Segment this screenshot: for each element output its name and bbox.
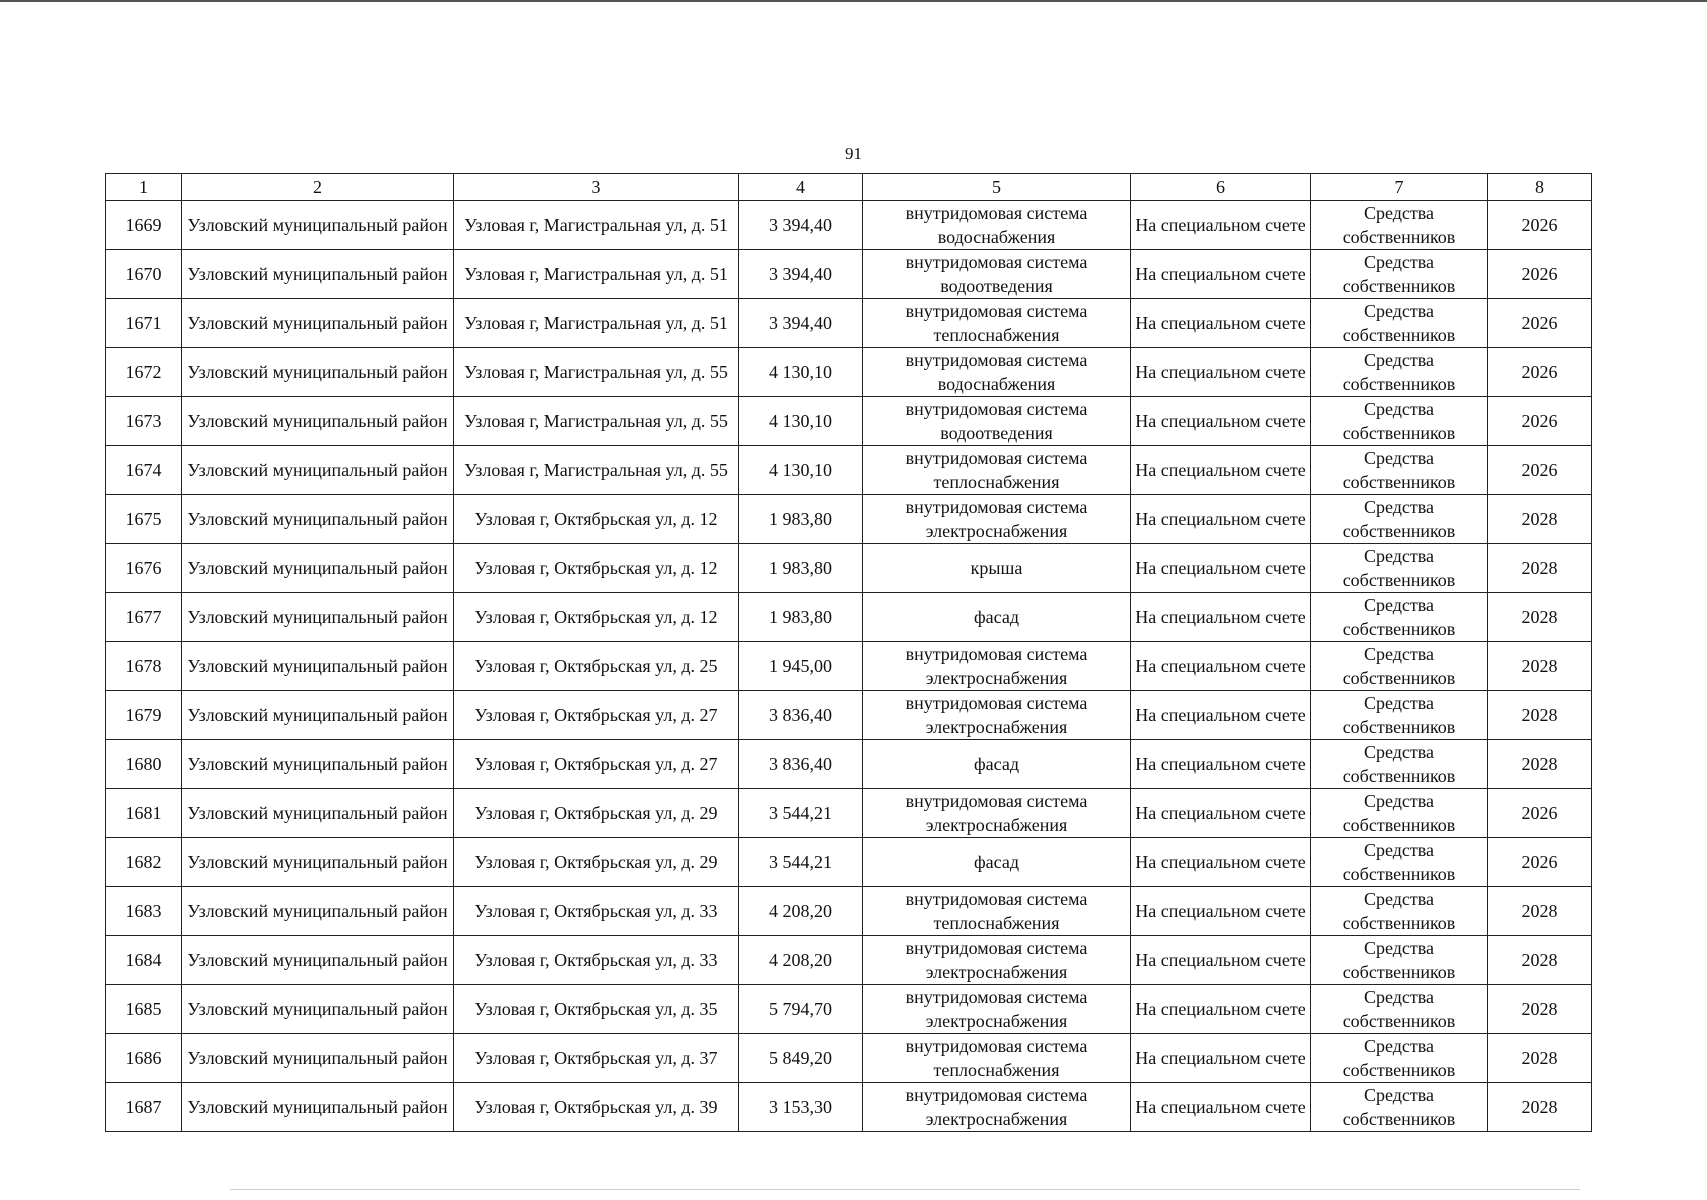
scan-artifact-line	[230, 1189, 1580, 1190]
cell-funding-source: Средства собственников	[1311, 201, 1488, 250]
cell-municipality: Узловский муниципальный район	[182, 348, 454, 397]
cell-account-type: На специальном счете	[1131, 201, 1311, 250]
cell-year: 2028	[1488, 985, 1592, 1034]
cell-municipality: Узловский муниципальный район	[182, 936, 454, 985]
table-body	[106, 201, 1592, 1132]
cell-row-number: 1682	[106, 838, 182, 887]
column-header-1: 1	[106, 174, 182, 201]
cell-account-type: На специальном счете	[1131, 838, 1311, 887]
cell-year: 2026	[1488, 348, 1592, 397]
cell-year: 2026	[1488, 446, 1592, 495]
cell-row-number: 1675	[106, 495, 182, 544]
cell-work-type: внутридомовая система электроснабжения	[863, 495, 1131, 544]
cell-year: 2028	[1488, 1083, 1592, 1132]
cell-area: 3 544,21	[739, 838, 863, 887]
cell-work-type: внутридомовая система электроснабжения	[863, 1083, 1131, 1132]
table-row	[106, 348, 1592, 397]
cell-funding-source: Средства собственников	[1311, 397, 1488, 446]
table-row	[106, 887, 1592, 936]
cell-work-type: внутридомовая система электроснабжения	[863, 985, 1131, 1034]
cell-account-type: На специальном счете	[1131, 1083, 1311, 1132]
cell-funding-source: Средства собственников	[1311, 544, 1488, 593]
cell-work-type: крыша	[863, 544, 1131, 593]
cell-row-number: 1676	[106, 544, 182, 593]
cell-municipality: Узловский муниципальный район	[182, 397, 454, 446]
cell-municipality: Узловский муниципальный район	[182, 250, 454, 299]
cell-work-type: внутридомовая система электроснабжения	[863, 789, 1131, 838]
header-row	[106, 174, 1592, 201]
cell-work-type: внутридомовая система теплоснабжения	[863, 887, 1131, 936]
cell-address: Узловая г, Октябрьская ул, д. 27	[454, 691, 739, 740]
cell-address: Узловая г, Магистральная ул, д. 55	[454, 446, 739, 495]
cell-address: Узловая г, Магистральная ул, д. 55	[454, 397, 739, 446]
cell-account-type: На специальном счете	[1131, 593, 1311, 642]
cell-row-number: 1671	[106, 299, 182, 348]
cell-work-type: внутридомовая система электроснабжения	[863, 691, 1131, 740]
cell-funding-source: Средства собственников	[1311, 691, 1488, 740]
cell-work-type: внутридомовая система теплоснабжения	[863, 1034, 1131, 1083]
column-header-6: 6	[1131, 174, 1311, 201]
column-header-2: 2	[182, 174, 454, 201]
cell-work-type: внутридомовая система водоотведения	[863, 250, 1131, 299]
cell-area: 4 130,10	[739, 397, 863, 446]
cell-row-number: 1672	[106, 348, 182, 397]
cell-work-type: внутридомовая система водоснабжения	[863, 201, 1131, 250]
cell-work-type: внутридомовая система водоотведения	[863, 397, 1131, 446]
cell-municipality: Узловский муниципальный район	[182, 789, 454, 838]
cell-address: Узловая г, Октябрьская ул, д. 33	[454, 887, 739, 936]
table-row	[106, 250, 1592, 299]
cell-account-type: На специальном счете	[1131, 936, 1311, 985]
cell-row-number: 1674	[106, 446, 182, 495]
cell-area: 4 130,10	[739, 348, 863, 397]
cell-row-number: 1687	[106, 1083, 182, 1132]
cell-funding-source: Средства собственников	[1311, 1034, 1488, 1083]
cell-address: Узловая г, Октябрьская ул, д. 29	[454, 838, 739, 887]
column-header-4: 4	[739, 174, 863, 201]
table-row	[106, 446, 1592, 495]
cell-address: Узловая г, Магистральная ул, д. 55	[454, 348, 739, 397]
cell-funding-source: Средства собственников	[1311, 887, 1488, 936]
cell-address: Узловая г, Октябрьская ул, д. 29	[454, 789, 739, 838]
cell-funding-source: Средства собственников	[1311, 789, 1488, 838]
cell-year: 2028	[1488, 544, 1592, 593]
cell-work-type: фасад	[863, 838, 1131, 887]
cell-year: 2028	[1488, 642, 1592, 691]
cell-funding-source: Средства собственников	[1311, 936, 1488, 985]
table-row	[106, 691, 1592, 740]
cell-account-type: На специальном счете	[1131, 1034, 1311, 1083]
cell-area: 3 836,40	[739, 691, 863, 740]
cell-area: 4 208,20	[739, 936, 863, 985]
cell-year: 2028	[1488, 887, 1592, 936]
cell-row-number: 1685	[106, 985, 182, 1034]
cell-work-type: фасад	[863, 740, 1131, 789]
table-row	[106, 544, 1592, 593]
cell-address: Узловая г, Октябрьская ул, д. 12	[454, 495, 739, 544]
cell-row-number: 1686	[106, 1034, 182, 1083]
cell-funding-source: Средства собственников	[1311, 495, 1488, 544]
cell-year: 2028	[1488, 740, 1592, 789]
table-row	[106, 985, 1592, 1034]
cell-address: Узловая г, Октябрьская ул, д. 12	[454, 593, 739, 642]
cell-municipality: Узловский муниципальный район	[182, 691, 454, 740]
table-row	[106, 201, 1592, 250]
table-row	[106, 642, 1592, 691]
cell-year: 2026	[1488, 299, 1592, 348]
cell-area: 1 983,80	[739, 495, 863, 544]
cell-municipality: Узловский муниципальный район	[182, 985, 454, 1034]
table-row	[106, 593, 1592, 642]
cell-area: 3 836,40	[739, 740, 863, 789]
table-row	[106, 495, 1592, 544]
cell-row-number: 1677	[106, 593, 182, 642]
cell-funding-source: Средства собственников	[1311, 593, 1488, 642]
cell-work-type: внутридомовая система теплоснабжения	[863, 446, 1131, 495]
cell-year: 2026	[1488, 201, 1592, 250]
cell-municipality: Узловский муниципальный район	[182, 593, 454, 642]
cell-account-type: На специальном счете	[1131, 887, 1311, 936]
cell-address: Узловая г, Октябрьская ул, д. 33	[454, 936, 739, 985]
cell-account-type: На специальном счете	[1131, 789, 1311, 838]
cell-area: 3 544,21	[739, 789, 863, 838]
table-row	[106, 838, 1592, 887]
cell-row-number: 1683	[106, 887, 182, 936]
cell-funding-source: Средства собственников	[1311, 740, 1488, 789]
cell-municipality: Узловский муниципальный район	[182, 740, 454, 789]
cell-year: 2028	[1488, 936, 1592, 985]
cell-work-type: внутридомовая система теплоснабжения	[863, 299, 1131, 348]
cell-work-type: внутридомовая система водоснабжения	[863, 348, 1131, 397]
cell-year: 2028	[1488, 593, 1592, 642]
cell-account-type: На специальном счете	[1131, 544, 1311, 593]
page-top-edge	[0, 0, 1707, 2]
table-row	[106, 397, 1592, 446]
cell-municipality: Узловский муниципальный район	[182, 201, 454, 250]
cell-account-type: На специальном счете	[1131, 299, 1311, 348]
table-row	[106, 299, 1592, 348]
cell-year: 2026	[1488, 838, 1592, 887]
cell-funding-source: Средства собственников	[1311, 838, 1488, 887]
cell-account-type: На специальном счете	[1131, 691, 1311, 740]
table-row	[106, 1083, 1592, 1132]
cell-account-type: На специальном счете	[1131, 397, 1311, 446]
cell-municipality: Узловский муниципальный район	[182, 887, 454, 936]
cell-row-number: 1684	[106, 936, 182, 985]
table-row	[106, 936, 1592, 985]
cell-year: 2026	[1488, 397, 1592, 446]
cell-address: Узловая г, Октябрьская ул, д. 39	[454, 1083, 739, 1132]
cell-row-number: 1670	[106, 250, 182, 299]
cell-municipality: Узловский муниципальный район	[182, 544, 454, 593]
cell-funding-source: Средства собственников	[1311, 446, 1488, 495]
cell-municipality: Узловский муниципальный район	[182, 495, 454, 544]
cell-address: Узловая г, Октябрьская ул, д. 37	[454, 1034, 739, 1083]
cell-municipality: Узловский муниципальный район	[182, 299, 454, 348]
cell-address: Узловая г, Магистральная ул, д. 51	[454, 201, 739, 250]
column-header-7: 7	[1311, 174, 1488, 201]
page-number: 91	[845, 144, 862, 163]
table-row	[106, 789, 1592, 838]
table-header	[106, 174, 1592, 201]
cell-row-number: 1678	[106, 642, 182, 691]
cell-area: 3 394,40	[739, 201, 863, 250]
cell-row-number: 1669	[106, 201, 182, 250]
cell-account-type: На специальном счете	[1131, 740, 1311, 789]
cell-row-number: 1673	[106, 397, 182, 446]
registry-table	[105, 173, 1592, 1132]
cell-funding-source: Средства собственников	[1311, 299, 1488, 348]
cell-funding-source: Средства собственников	[1311, 348, 1488, 397]
cell-year: 2028	[1488, 691, 1592, 740]
cell-area: 5 794,70	[739, 985, 863, 1034]
cell-area: 4 208,20	[739, 887, 863, 936]
cell-area: 3 394,40	[739, 299, 863, 348]
cell-work-type: внутридомовая система электроснабжения	[863, 936, 1131, 985]
cell-area: 3 394,40	[739, 250, 863, 299]
cell-municipality: Узловский муниципальный район	[182, 642, 454, 691]
cell-account-type: На специальном счете	[1131, 348, 1311, 397]
cell-work-type: внутридомовая система электроснабжения	[863, 642, 1131, 691]
cell-address: Узловая г, Октябрьская ул, д. 35	[454, 985, 739, 1034]
cell-area: 1 983,80	[739, 593, 863, 642]
cell-row-number: 1680	[106, 740, 182, 789]
column-header-3: 3	[454, 174, 739, 201]
cell-funding-source: Средства собственников	[1311, 1083, 1488, 1132]
cell-account-type: На специальном счете	[1131, 985, 1311, 1034]
column-header-8: 8	[1488, 174, 1592, 201]
cell-area: 1 945,00	[739, 642, 863, 691]
cell-address: Узловая г, Магистральная ул, д. 51	[454, 299, 739, 348]
cell-year: 2026	[1488, 250, 1592, 299]
cell-municipality: Узловский муниципальный район	[182, 1034, 454, 1083]
cell-work-type: фасад	[863, 593, 1131, 642]
cell-year: 2028	[1488, 1034, 1592, 1083]
cell-funding-source: Средства собственников	[1311, 250, 1488, 299]
cell-account-type: На специальном счете	[1131, 250, 1311, 299]
cell-area: 4 130,10	[739, 446, 863, 495]
cell-address: Узловая г, Октябрьская ул, д. 25	[454, 642, 739, 691]
cell-year: 2026	[1488, 789, 1592, 838]
cell-account-type: На специальном счете	[1131, 495, 1311, 544]
cell-account-type: На специальном счете	[1131, 446, 1311, 495]
cell-row-number: 1681	[106, 789, 182, 838]
cell-funding-source: Средства собственников	[1311, 985, 1488, 1034]
cell-year: 2028	[1488, 495, 1592, 544]
table-row	[106, 1034, 1592, 1083]
cell-area: 3 153,30	[739, 1083, 863, 1132]
cell-address: Узловая г, Октябрьская ул, д. 12	[454, 544, 739, 593]
cell-address: Узловая г, Магистральная ул, д. 51	[454, 250, 739, 299]
cell-account-type: На специальном счете	[1131, 642, 1311, 691]
cell-address: Узловая г, Октябрьская ул, д. 27	[454, 740, 739, 789]
cell-municipality: Узловский муниципальный район	[182, 1083, 454, 1132]
table-row	[106, 740, 1592, 789]
cell-funding-source: Средства собственников	[1311, 642, 1488, 691]
cell-municipality: Узловский муниципальный район	[182, 838, 454, 887]
cell-area: 1 983,80	[739, 544, 863, 593]
cell-municipality: Узловский муниципальный район	[182, 446, 454, 495]
cell-area: 5 849,20	[739, 1034, 863, 1083]
column-header-5: 5	[863, 174, 1131, 201]
cell-row-number: 1679	[106, 691, 182, 740]
